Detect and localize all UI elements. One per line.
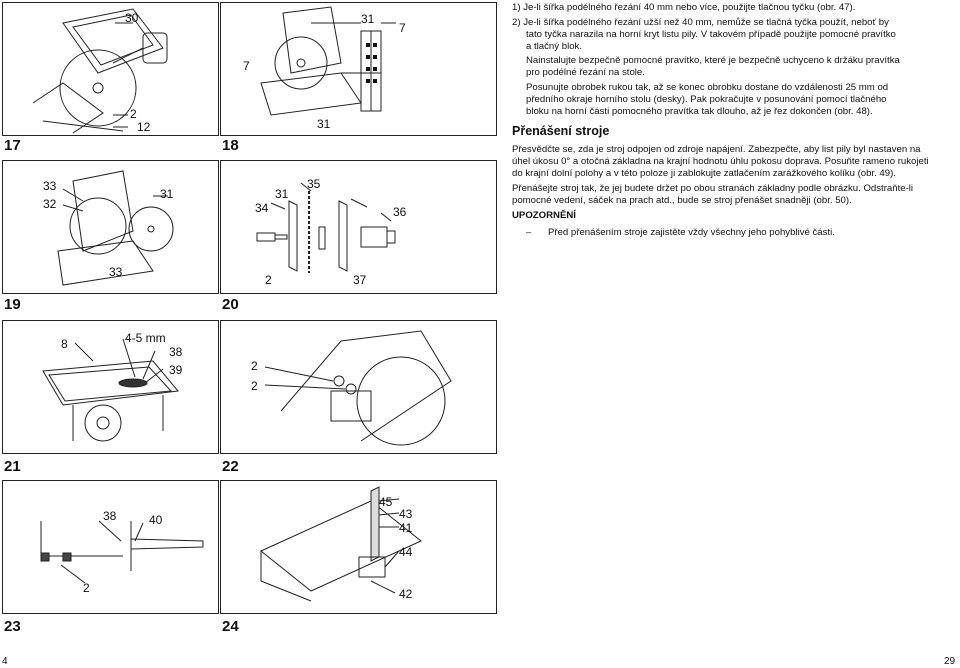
caution-heading: UPOZORNĚNÍ: [512, 210, 576, 221]
caution-dash: –: [526, 227, 532, 238]
item-2-line-2: tato tyčka narazila na horní kryt listu pily. V takovém případě použijte pomocné pravítko: [526, 29, 896, 40]
para-2-line-1: Posunujte obrobek rukou tak, až se konec obrobku dostane do vzdálenosti 25 mm od: [526, 82, 889, 93]
callout-33b: 33: [109, 265, 123, 279]
figure-18: [220, 2, 497, 136]
figure-number-24: 24: [222, 618, 239, 635]
callout-39: 39: [169, 363, 183, 377]
transport-1-line-1: Přesvědčte se, zda je stroj odpojen od zdroje napájení. Zabezpečte, aby list pily byl nastaven na: [512, 144, 921, 155]
callout-43: 43: [399, 507, 413, 521]
section-heading: Přenášení stroje: [512, 124, 610, 138]
figure-number-20: 20: [222, 296, 239, 313]
figure-19: [2, 160, 219, 294]
bolt-adjust-illustration: [221, 321, 496, 453]
transport-2-line-1: Přenášejte stroj tak, že jej budete držet po obou stranách základny podle obrázku. Odstraňte-li: [512, 183, 914, 194]
callout-38: 38: [103, 509, 117, 523]
callout-2: 2: [251, 359, 258, 373]
callout-44: 44: [399, 545, 413, 559]
figure-number-21: 21: [4, 458, 21, 475]
page-number-left: 4: [2, 656, 8, 667]
figure-number-22: 22: [222, 458, 239, 475]
para-2-line-2: předního okraje horního stolu (desky). Pak pokračujte v posunování pomocí tlačného: [526, 94, 887, 105]
saw-illustration: [3, 3, 218, 135]
para-1-line-2: pro podélné řezání na stole.: [526, 67, 645, 78]
table-gap-illustration: [3, 321, 218, 453]
callout-33: 33: [43, 179, 57, 193]
callout-8: 8: [61, 337, 68, 351]
figure-24: [220, 480, 497, 614]
callout-36: 36: [393, 205, 407, 219]
callout-32: 32: [43, 197, 57, 211]
callout-31: 31: [160, 187, 174, 201]
transport-1-line-2: úhel úkosu 0° a otočná základna na krajní hodnotu úhlu pokosu doprava. Posuňte rameno rukojeti: [512, 156, 929, 167]
wrench-illustration: [3, 481, 218, 613]
callout-7b: 7: [243, 59, 250, 73]
caution-text: Před přenášením stroje zajistěte vždy všechny jeho pohyblivé části.: [548, 227, 835, 238]
figure-20: [220, 160, 497, 294]
transport-2-line-2: pomocné vedení, sáček na prach atd., bude se stroj přenášet snadněji (obr. 50).: [512, 195, 852, 206]
callout-34: 34: [255, 201, 269, 215]
callout-41: 41: [399, 521, 413, 535]
para-2-line-3: bloku na horní části pomocného pravítka tak dlouho, až je řez dokončen (obr. 48).: [526, 106, 873, 117]
figure-23: [2, 480, 219, 614]
rip-fence-illustration: [221, 481, 496, 613]
callout-4-5-mm: 4-5 mm: [125, 331, 166, 345]
item-2-line-3: a tlačný blok.: [526, 41, 582, 52]
callout-42: 42: [399, 587, 413, 601]
item-1: 1) Je-li šířka podélného řezání 40 mm nebo více, použijte tlačnou tyčku (obr. 47).: [512, 2, 856, 13]
figure-number-18: 18: [222, 137, 239, 154]
callout-2: 2: [265, 273, 272, 287]
callout-40: 40: [149, 513, 163, 527]
page-number-right: 29: [944, 656, 956, 667]
figure-21: [2, 320, 219, 454]
callout-2b: 2: [251, 379, 258, 393]
callout-38: 38: [169, 345, 183, 359]
para-1-line-1: Nainstalujte bezpečně pomocné pravítko, které je bezpečně uchyceno k držáku pravítka: [526, 55, 900, 66]
figure-number-19: 19: [4, 296, 21, 313]
callout-45: 45: [379, 495, 393, 509]
transport-1-line-3: do krajní dolní polohy a v této poloze ji zablokujte zatlačením zarážkového kolíku (obr. 49).: [512, 168, 896, 179]
callout-12: 12: [137, 120, 151, 134]
figure-number-17: 17: [4, 137, 21, 154]
callout-2: 2: [130, 107, 137, 121]
callout-31: 31: [361, 12, 375, 26]
callout-31: 31: [275, 187, 289, 201]
figure-22: [220, 320, 497, 454]
blade-install-illustration: [221, 3, 496, 135]
callout-31b: 31: [317, 117, 331, 131]
figure-number-23: 23: [4, 618, 21, 635]
item-2-line-1: 2) Je-li šířka podélného řezání užší než 40 mm, nemůže se tlačná tyčka použít, neboť by: [512, 17, 889, 28]
callout-2: 2: [83, 581, 90, 595]
figure-17: [2, 2, 219, 136]
callout-37: 37: [353, 273, 367, 287]
callout-35: 35: [307, 177, 321, 191]
callout-7: 7: [399, 21, 406, 35]
callout-30: 30: [125, 11, 139, 25]
